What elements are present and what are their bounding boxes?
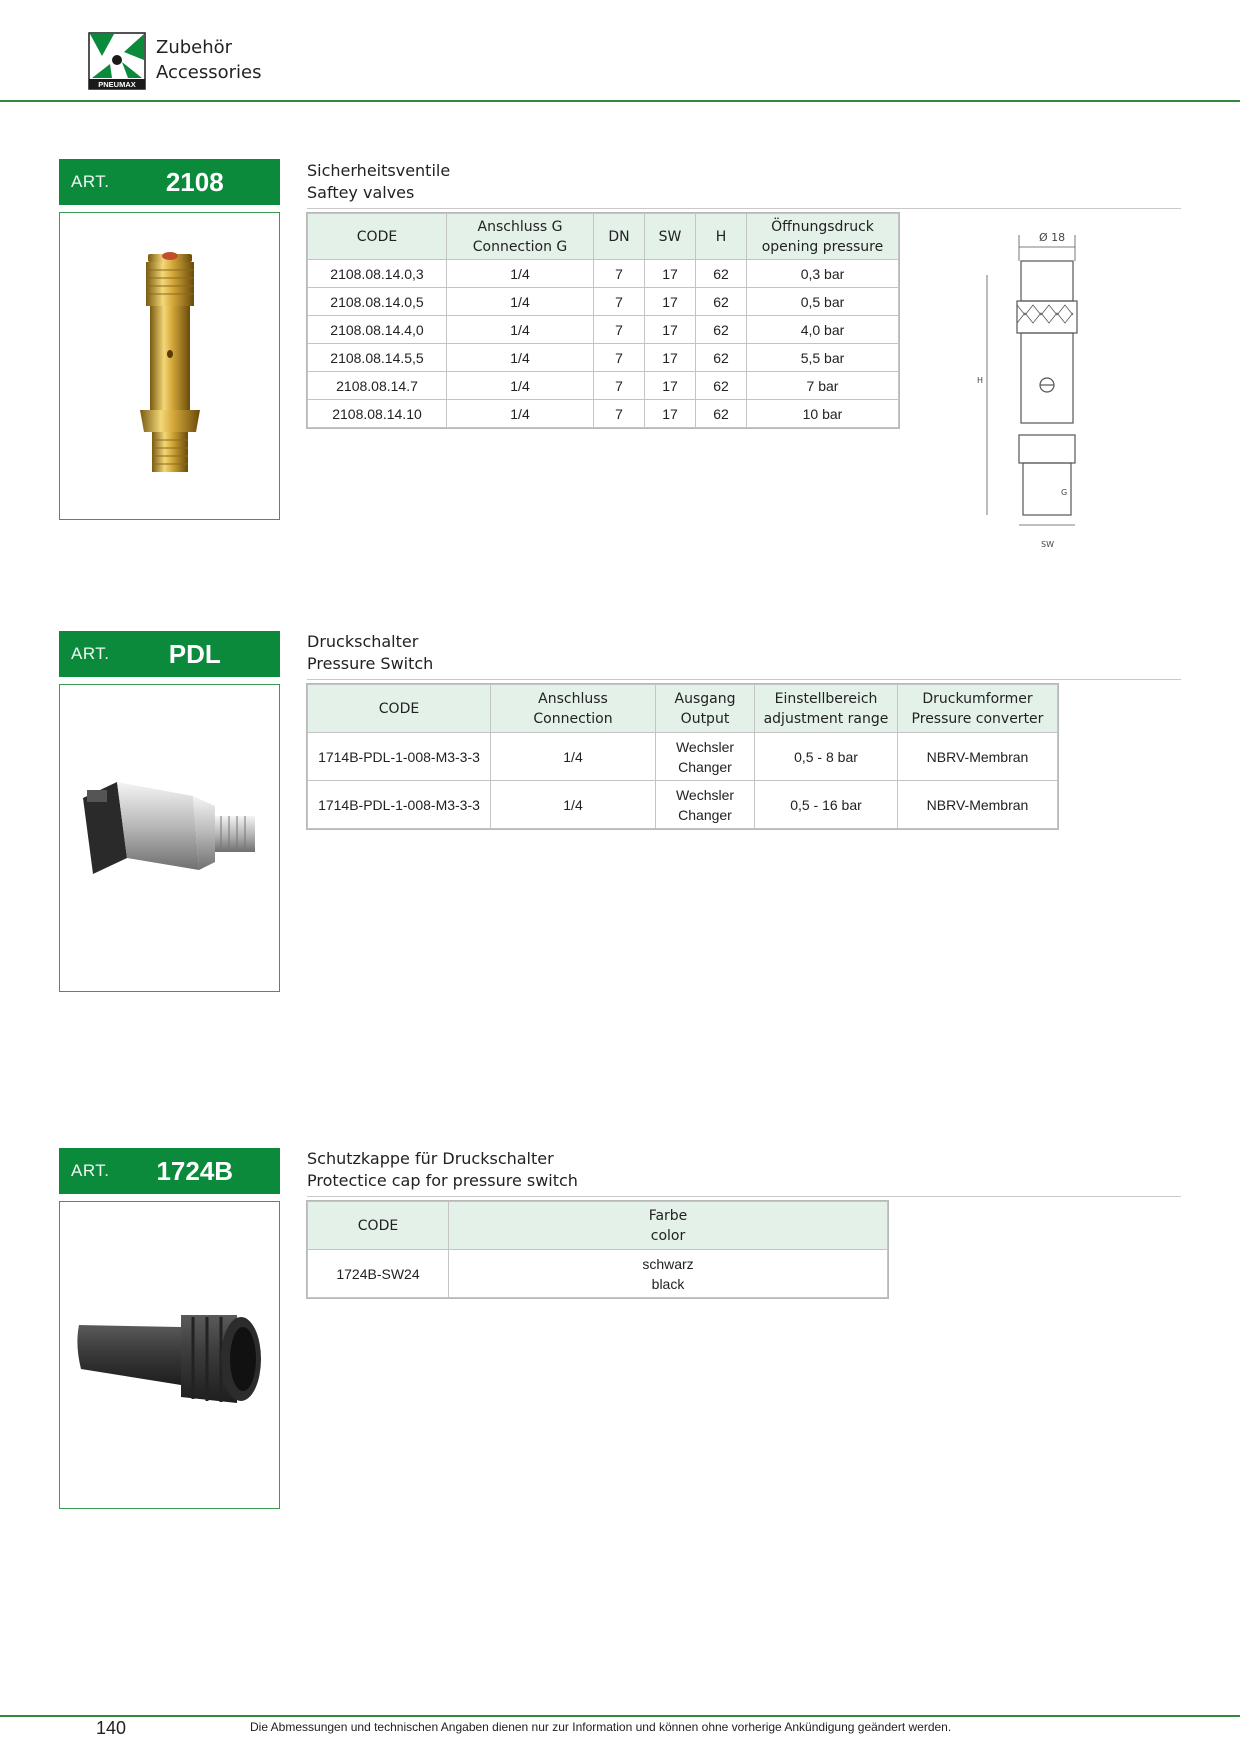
dim-diameter: Ø 18 (1039, 231, 1066, 244)
col-header: Druckumformer Pressure converter (898, 685, 1058, 733)
cell: 7 (594, 372, 645, 400)
spec-table-2108 (307, 213, 899, 428)
table-row (308, 400, 899, 428)
art-label: ART. (71, 644, 110, 663)
cell: 1714B-PDL-1-008-M3-3-3 (308, 733, 491, 781)
spec-table-pdl (307, 684, 1058, 829)
footer-rule (0, 1715, 1240, 1717)
cell: 4,0 bar (747, 316, 899, 344)
cell: 7 (594, 400, 645, 428)
cell: schwarz black (449, 1250, 888, 1298)
technical-drawing-2108 (965, 225, 1085, 555)
cell: 1724B-SW24 (308, 1250, 449, 1298)
cell: 62 (696, 400, 747, 428)
dim-wrench: SW (1041, 540, 1054, 549)
cell: Wechsler Changer (656, 733, 755, 781)
cell: NBRV-Membran (898, 781, 1058, 829)
cell: 17 (645, 316, 696, 344)
cell: 2108.08.14.7 (308, 372, 447, 400)
cell: 62 (696, 372, 747, 400)
section-rule (307, 1196, 1181, 1197)
table-row (308, 1250, 888, 1298)
section-title-en: Protectice cap for pressure switch (307, 1171, 578, 1190)
col-header: Öffnungsdruck opening pressure (747, 214, 899, 260)
cell: 1/4 (447, 316, 594, 344)
cell: 10 bar (747, 400, 899, 428)
col-header: Einstellbereich adjustment range (755, 685, 898, 733)
cell: 62 (696, 344, 747, 372)
art-bar-2108 (59, 159, 280, 205)
cell: 62 (696, 316, 747, 344)
col-header: H (696, 214, 747, 260)
section-title-1724b (307, 1148, 578, 1192)
cell: 2108.08.14.10 (308, 400, 447, 428)
col-header: DN (594, 214, 645, 260)
table-row (308, 316, 899, 344)
cell: 1714B-PDL-1-008-M3-3-3 (308, 781, 491, 829)
col-header: CODE (308, 214, 447, 260)
table-row (308, 733, 1058, 781)
cell: 62 (696, 260, 747, 288)
art-code: PDL (168, 638, 221, 669)
product-image-safety-valve (59, 212, 280, 520)
cell: NBRV-Membran (898, 733, 1058, 781)
col-header: SW (645, 214, 696, 260)
product-image-protective-cap (59, 1201, 280, 1509)
cell: 17 (645, 260, 696, 288)
col-header: CODE (308, 1202, 449, 1250)
cell: 17 (645, 288, 696, 316)
cell: 7 (594, 260, 645, 288)
art-label: ART. (71, 172, 110, 191)
cell: 1/4 (447, 260, 594, 288)
table-row (308, 781, 1058, 829)
cell: 1/4 (491, 733, 656, 781)
cell: 1/4 (447, 344, 594, 372)
header-title-de: Zubehör (156, 37, 233, 58)
section-rule (307, 208, 1181, 209)
cell: 1/4 (447, 400, 594, 428)
cell: 7 bar (747, 372, 899, 400)
table-row (308, 372, 899, 400)
table-row (308, 288, 899, 316)
section-title-pdl (307, 631, 433, 675)
col-header: CODE (308, 685, 491, 733)
dim-height: H (977, 376, 984, 385)
section-rule (307, 679, 1181, 680)
section-title-en: Pressure Switch (307, 654, 434, 673)
cell: 2108.08.14.4,0 (308, 316, 447, 344)
col-header: Anschluss G Connection G (447, 214, 594, 260)
section-title-de: Schutzkappe für Druckschalter (307, 1149, 554, 1168)
header-title (156, 35, 262, 85)
col-header: Ausgang Output (656, 685, 755, 733)
protective-cap-illustration (65, 1285, 275, 1425)
cell: 1/4 (447, 372, 594, 400)
cell: 17 (645, 372, 696, 400)
page-number: 140 (96, 1718, 127, 1738)
section-title-2108 (307, 160, 450, 204)
table-row (308, 260, 899, 288)
dim-thread: G (1061, 488, 1068, 497)
cell: 17 (645, 344, 696, 372)
footer-disclaimer: Die Abmessungen und technischen Angaben dienen nur zur Information und können ohne vorherige Ankündigung geändert werden. (250, 1720, 952, 1734)
art-code: 1724B (156, 1155, 234, 1186)
section-title-de: Druckschalter (307, 632, 419, 651)
cell: 0,5 bar (747, 288, 899, 316)
cell: 5,5 bar (747, 344, 899, 372)
header-title-en: Accessories (156, 62, 262, 83)
spec-table-1724b (307, 1201, 888, 1298)
cell: 1/4 (491, 781, 656, 829)
header-rule (0, 100, 1240, 102)
cell: 2108.08.14.0,3 (308, 260, 447, 288)
cell: 7 (594, 288, 645, 316)
section-title-de: Sicherheitsventile (307, 161, 451, 180)
col-header: Anschluss Connection (491, 685, 656, 733)
logo-text: PNEUMAX (98, 80, 136, 89)
brass-valve-illustration (110, 236, 230, 496)
cell: 0,5 - 16 bar (755, 781, 898, 829)
art-bar-pdl (59, 631, 280, 677)
art-code: 2108 (165, 166, 224, 197)
art-label: ART. (71, 1161, 110, 1180)
cell: 1/4 (447, 288, 594, 316)
cell: 7 (594, 316, 645, 344)
cell: 17 (645, 400, 696, 428)
cell: 62 (696, 288, 747, 316)
cell: 7 (594, 344, 645, 372)
col-header: Farbe color (449, 1202, 888, 1250)
pneumax-logo (88, 32, 146, 90)
product-image-pressure-switch (59, 684, 280, 992)
cell: 2108.08.14.5,5 (308, 344, 447, 372)
pressure-switch-illustration (65, 758, 275, 918)
cell: 2108.08.14.0,5 (308, 288, 447, 316)
cell: 0,5 - 8 bar (755, 733, 898, 781)
section-title-en: Saftey valves (307, 183, 415, 202)
table-row (308, 344, 899, 372)
cell: 0,3 bar (747, 260, 899, 288)
art-bar-1724b (59, 1148, 280, 1194)
cell: Wechsler Changer (656, 781, 755, 829)
